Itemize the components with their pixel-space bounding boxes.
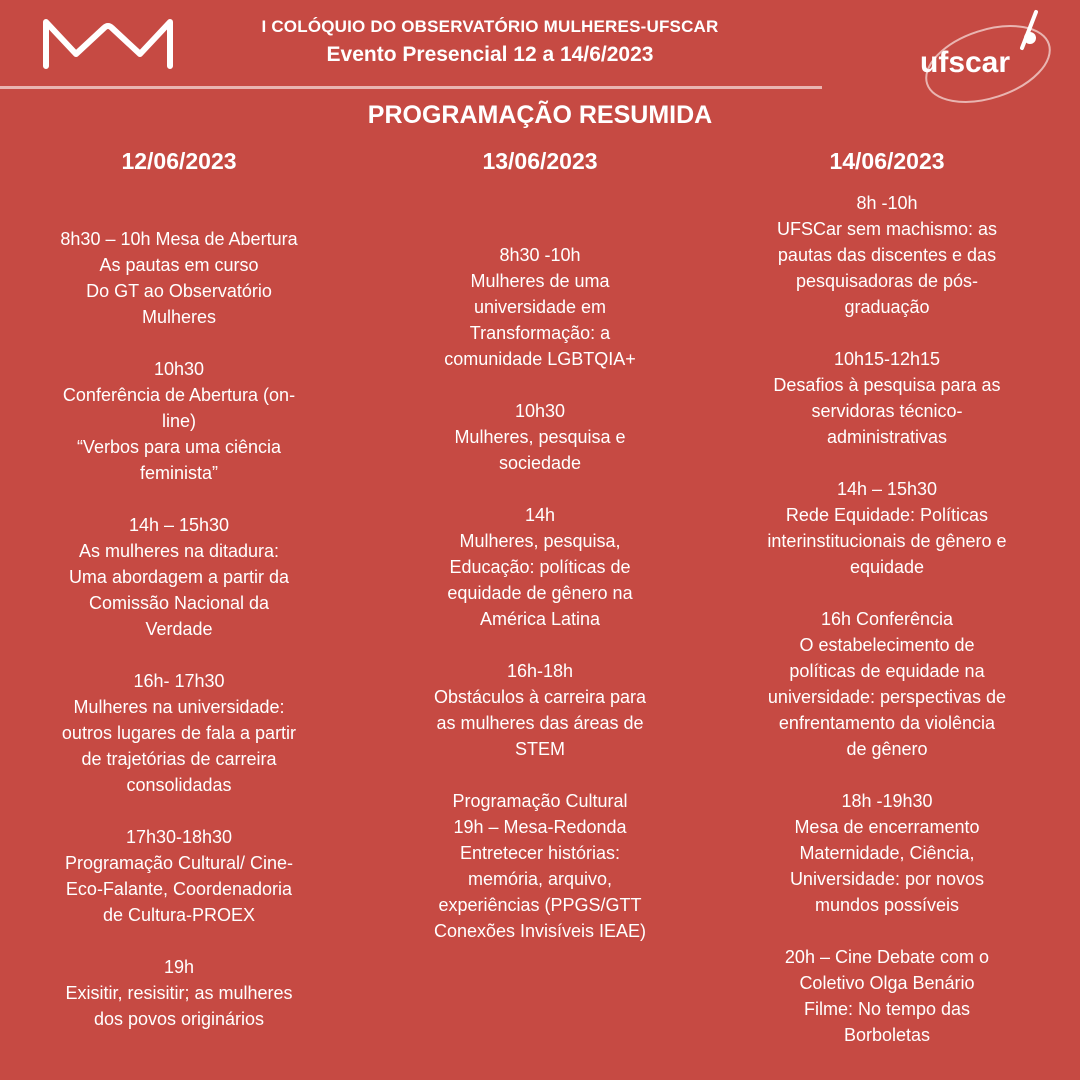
session-line: sociedade (498, 453, 582, 473)
session-line: interinstitucionais de gênero e (767, 531, 1007, 551)
session-line: 8h30 -10h (499, 245, 581, 265)
session-line: de Cultura-PROEX (102, 905, 256, 925)
session-line: Educação: políticas de (449, 557, 631, 577)
session (375, 502, 705, 632)
session (14, 226, 344, 330)
session (375, 658, 705, 762)
session-line: consolidadas (126, 775, 232, 795)
session (14, 954, 344, 1032)
session-line: administrativas (826, 427, 948, 447)
session (722, 346, 1052, 450)
session-line: Filme: No tempo das (803, 999, 971, 1019)
session (375, 242, 705, 372)
session-line: 19h (163, 957, 195, 977)
session-line: 10h30 (153, 359, 205, 379)
session-line: Borboletas (843, 1025, 931, 1045)
session-line: line) (161, 411, 196, 431)
session (722, 788, 1052, 918)
session-line: Coletivo Olga Benário (799, 973, 975, 993)
session (722, 944, 1052, 1048)
observatorio-mulheres-logo-icon (42, 14, 174, 70)
session-line: comunidade LGBTQIA+ (444, 349, 636, 369)
session-line: 16h Conferência (820, 609, 954, 629)
ufscar-logo-text: ufscar (920, 46, 1011, 79)
session-line: memória, arquivo, (467, 869, 613, 889)
session (14, 512, 344, 642)
session-line: Conferência de Abertura (on- (62, 385, 296, 405)
session-line: Desafios à pesquisa para as (773, 375, 1001, 395)
session-line: pautas das discentes e das (777, 245, 997, 265)
session-line: 19h – Mesa-Redonda (453, 817, 627, 837)
session-line: Mulheres de uma (470, 271, 610, 291)
session (375, 788, 705, 944)
session-line: experiências (PPGS/GTT (438, 895, 642, 915)
session-line: 10h15-12h15 (833, 349, 941, 369)
session-line: Eco-Falante, Coordenadoria (65, 879, 293, 899)
session-line: 14h – 15h30 (128, 515, 230, 535)
session (722, 476, 1052, 580)
event-header (180, 14, 800, 70)
session (14, 824, 344, 928)
session-line: 10h30 (514, 401, 566, 421)
session-line: outros lugares de fala a partir (61, 723, 297, 743)
session (14, 668, 344, 798)
session-line: enfrentamento da violência (778, 713, 996, 733)
session-line: Uma abordagem a partir da (68, 567, 290, 587)
session-line: Obstáculos à carreira para (433, 687, 647, 707)
session-line: O estabelecimento de (799, 635, 975, 655)
session-line: dos povos originários (93, 1009, 265, 1029)
session-line: equidade (849, 557, 925, 577)
session-line: Maternidade, Ciência, (799, 843, 975, 863)
session-line: Mulheres, pesquisa, (459, 531, 621, 551)
day-3-schedule (722, 190, 1052, 1074)
session-line: Verdade (145, 619, 213, 639)
event-title: I COLÓQUIO DO OBSERVATÓRIO MULHERES-UFSCAR (261, 17, 719, 36)
session-line: Mulheres (141, 307, 217, 327)
ufscar-logo-icon (918, 8, 1068, 108)
session-line: Programação Cultural (452, 791, 628, 811)
session-line: universidade em (473, 297, 607, 317)
header-divider (0, 86, 822, 89)
session-line: graduação (844, 297, 930, 317)
session-line: Exisitir, resisitir; as mulheres (65, 983, 293, 1003)
session-line: “Verbos para uma ciência (76, 437, 282, 457)
session-line: STEM (514, 739, 565, 759)
day-2-schedule (375, 242, 705, 970)
session (722, 606, 1052, 762)
session-line: políticas de equidade na (789, 661, 985, 681)
day-1-schedule (14, 226, 344, 1058)
event-subtitle: Evento Presencial 12 a 14/6/2023 (326, 43, 654, 66)
session-line: Do GT ao Observatório (86, 281, 272, 301)
session-line: de gênero (846, 739, 928, 759)
session (722, 190, 1052, 320)
session-line: UFSCar sem machismo: as (776, 219, 998, 239)
session-line: Rede Equidade: Políticas (785, 505, 989, 525)
session-line: as mulheres das áreas de (436, 713, 644, 733)
session-line: servidoras técnico- (811, 401, 963, 421)
session-line: de trajetórias de carreira (81, 749, 277, 769)
session-line: equidade de gênero na (447, 583, 633, 603)
session-line: 14h – 15h30 (836, 479, 938, 499)
session-line: 20h – Cine Debate com o (784, 947, 990, 967)
session-line: Comissão Nacional da (88, 593, 270, 613)
session-line: 16h-18h (506, 661, 574, 681)
session (375, 398, 705, 476)
session-line: Conexões Invisíveis IEAE) (433, 921, 647, 941)
session-line: Entretecer histórias: (459, 843, 621, 863)
day-1-date: 12/06/2023 (121, 148, 237, 174)
session-line: Programação Cultural/ Cine- (64, 853, 294, 873)
day-2-date: 13/06/2023 (482, 148, 598, 174)
session-line: 14h (524, 505, 556, 525)
session (14, 356, 344, 486)
page-title: PROGRAMAÇÃO RESUMIDA (367, 101, 713, 129)
session-line: Transformação: a (469, 323, 611, 343)
session-line: pesquisadoras de pós- (795, 271, 979, 291)
session-line: universidade: perspectivas de (767, 687, 1007, 707)
session-line: Universidade: por novos (789, 869, 985, 889)
day-3-date: 14/06/2023 (829, 148, 945, 174)
session-line: As pautas em curso (99, 255, 259, 275)
session-line: 8h30 – 10h Mesa de Abertura (60, 229, 298, 249)
session-line: 18h -19h30 (841, 791, 933, 811)
session-line: feminista” (139, 463, 219, 483)
session-line: Mesa de encerramento (794, 817, 980, 837)
session-line: 16h- 17h30 (133, 671, 225, 691)
session-line: 8h -10h (856, 193, 918, 213)
session-line: mundos possíveis (814, 895, 960, 915)
session-line: 17h30-18h30 (125, 827, 233, 847)
session-line: As mulheres na ditadura: (78, 541, 280, 561)
session-line: Mulheres, pesquisa e (454, 427, 626, 447)
session-line: Mulheres na universidade: (73, 697, 285, 717)
session-line: América Latina (479, 609, 601, 629)
